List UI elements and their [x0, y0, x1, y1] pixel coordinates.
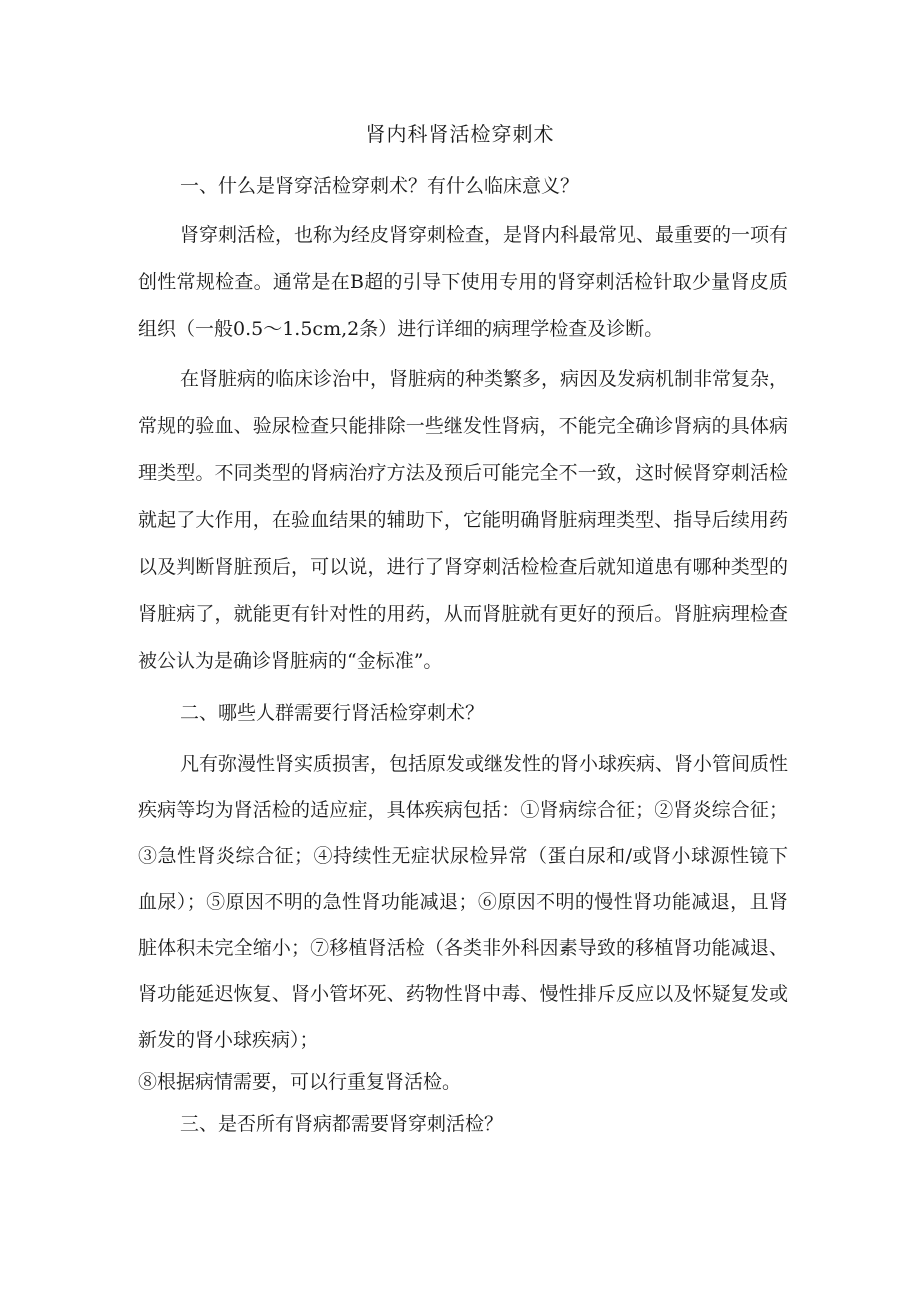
section-2-heading: 二、哪些人群需要行肾活检穿刺术？: [180, 702, 485, 724]
document-title: 肾内科肾活检穿刺术: [365, 122, 555, 146]
section-3-heading: 三、是否所有肾病都需要肾穿刺活检？: [180, 1113, 504, 1135]
section-1-paragraph-1: 肾穿刺活检，也称为经皮肾穿刺检查，是肾内科最常见、最重要的一项有创性常规检查。通常是在B超的引导下使用专用的肾穿刺活检针取少量肾皮质组织（一般0.5～1.5cm,2条）进行详细的病理学检查及诊断。: [138, 224, 789, 340]
section-2-extra-line: ⑧根据病情需要，可以行重复肾活检。: [138, 1071, 462, 1093]
section-1-paragraph-2: 在肾脏病的临床诊治中，肾脏病的种类繁多，病因及发病机制非常复杂，常规的验血、验尿检查只能排除一些继发性肾病，不能完全确诊肾病的具体病理类型。不同类型的肾病治疗方法及预后可能完全不一致，这时候肾穿刺活检就起了大作用，在验血结果的辅助下，它能明确肾脏病理类型、指导后续用药以及判断肾脏预后，可以说，进行了肾穿刺活检检查后就知道患有哪种类型的肾脏病了，就能更有针对性的用药，从而肾脏就有更好的预后。肾脏病理检查被公认为是确诊肾脏病的“金标准”。: [138, 368, 789, 672]
section-2-paragraph-1: 凡有弥漫性肾实质损害，包括原发或继发性的肾小球疾病、肾小管间质性疾病等均为肾活检的适应症，具体疾病包括：①肾病综合征；②肾炎综合征；③急性肾炎综合征；④持续性无症状尿检异常（蛋白尿和/或肾小球源性镜下血尿）；⑤原因不明的急性肾功能减退；⑥原因不明的慢性肾功能减退，且肾脏体积未完全缩小；⑦移植肾活检（各类非外科因素导致的移植肾功能减退、肾功能延迟恢复、肾小管坏死、药物性肾中毒、慢性排斥反应以及怀疑复发或新发的肾小球疾病）；: [138, 753, 789, 1051]
section-1-heading: 一、什么是肾穿活检穿刺术？有什么临床意义？: [180, 175, 580, 197]
